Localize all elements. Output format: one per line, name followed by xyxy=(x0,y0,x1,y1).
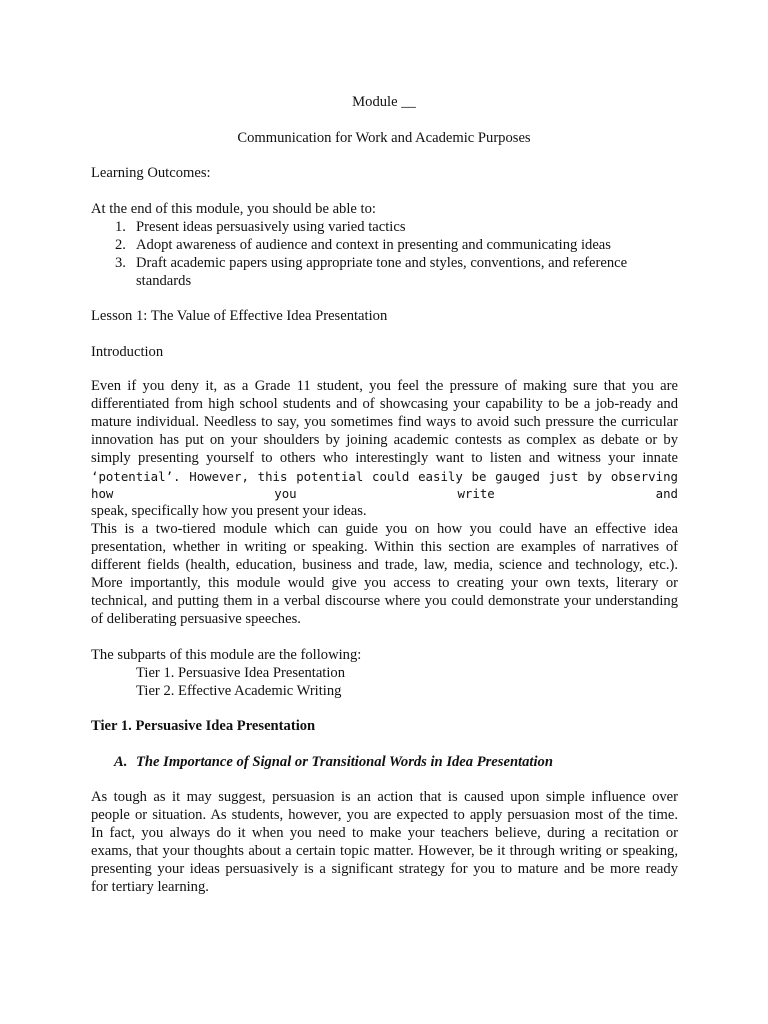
paragraph-line: exams, that your thoughts about a certain topic matter. However, be it through writing or speaking, xyxy=(91,842,678,859)
paragraph-line: As tough as it may suggest, persuasion is an action that is caused upon simple influence over xyxy=(91,789,678,805)
paragraph-line: innovation has put on your shoulders by joining academic contests as complex as debate or by xyxy=(91,431,678,448)
paragraph-line: presentation, whether in writing or speaking. Within this section are examples of narratives of xyxy=(91,538,678,555)
paragraph-line: for tertiary learning. xyxy=(91,878,209,895)
list-item: Draft academic papers using appropriate tone and styles, conventions, and reference xyxy=(136,255,628,271)
paragraph-line: simply presenting yourself to others who interestingly want to listen and witness your innate xyxy=(91,449,678,466)
paragraph-line: speak, specifically how you present your ideas. xyxy=(91,503,367,520)
subsection-heading: The Importance of Signal or Transitional Words in Idea Presentation xyxy=(136,754,553,770)
paragraph-line: mature individual. Needless to say, you sometimes find ways to avoid such pressure the curricular xyxy=(91,413,678,430)
paragraph-line: different fields (health, education, business and trade, law, media, science and technology, etc.). xyxy=(91,556,678,573)
outcomes-intro: At the end of this module, you should be able to: xyxy=(91,201,376,217)
list-item-continuation: standards xyxy=(136,273,192,289)
outcomes-heading: Learning Outcomes: xyxy=(91,165,211,181)
list-item-number: 1. xyxy=(115,219,126,235)
paragraph-line: More importantly, this module would give you access to creating your own texts, literary or xyxy=(91,574,678,591)
paragraph-persuasion xyxy=(91,789,678,896)
paragraph-module-overview xyxy=(91,521,678,628)
paragraph-line: Even if you deny it, as a Grade 11 student, you feel the pressure of making sure that you are xyxy=(91,378,678,394)
paragraph-line: differentiated from high school students and of showcasing your capability to be a job-ready and xyxy=(91,395,678,412)
paragraph-line: technical, and putting them in a verbal discourse where you could demonstrate your understanding xyxy=(91,592,678,609)
paragraph-line: ‘potential’. However, this potential could easily be gauged just by observing how you write and xyxy=(91,468,678,502)
list-item: Adopt awareness of audience and context in presenting and communicating ideas xyxy=(136,237,611,253)
subparts-intro: The subparts of this module are the following: xyxy=(91,647,362,663)
list-item: Present ideas persuasively using varied tactics xyxy=(136,219,406,235)
lesson-title: Lesson 1: The Value of Effective Idea Presentation xyxy=(91,308,388,324)
list-item-number: 3. xyxy=(115,255,126,271)
list-item-number: 2. xyxy=(115,237,126,253)
section-heading: Tier 1. Persuasive Idea Presentation xyxy=(91,718,316,734)
paragraph-line: This is a two-tiered module which can guide you on how you could have an effective idea xyxy=(91,521,678,537)
course-title: Communication for Work and Academic Purposes xyxy=(237,130,531,146)
paragraph-line: In fact, you always do it when you need to make your teachers believe, during a recitation or xyxy=(91,824,678,841)
subpart-tier-1: Tier 1. Persuasive Idea Presentation xyxy=(136,665,346,681)
paragraph-intro xyxy=(91,378,678,521)
module-title: Module __ xyxy=(352,94,416,110)
paragraph-line: of deliberating persuasive speeches. xyxy=(91,610,301,627)
paragraph-line: people or situation. As students, however, you are expected to apply persuasion most of the time. xyxy=(91,806,678,823)
subpart-tier-2: Tier 2. Effective Academic Writing xyxy=(136,683,342,699)
subsection-letter: A. xyxy=(114,754,128,770)
paragraph-line: presenting your ideas persuasively is a significant strategy for you to mature and be more ready xyxy=(91,860,678,877)
introduction-heading: Introduction xyxy=(91,344,164,360)
